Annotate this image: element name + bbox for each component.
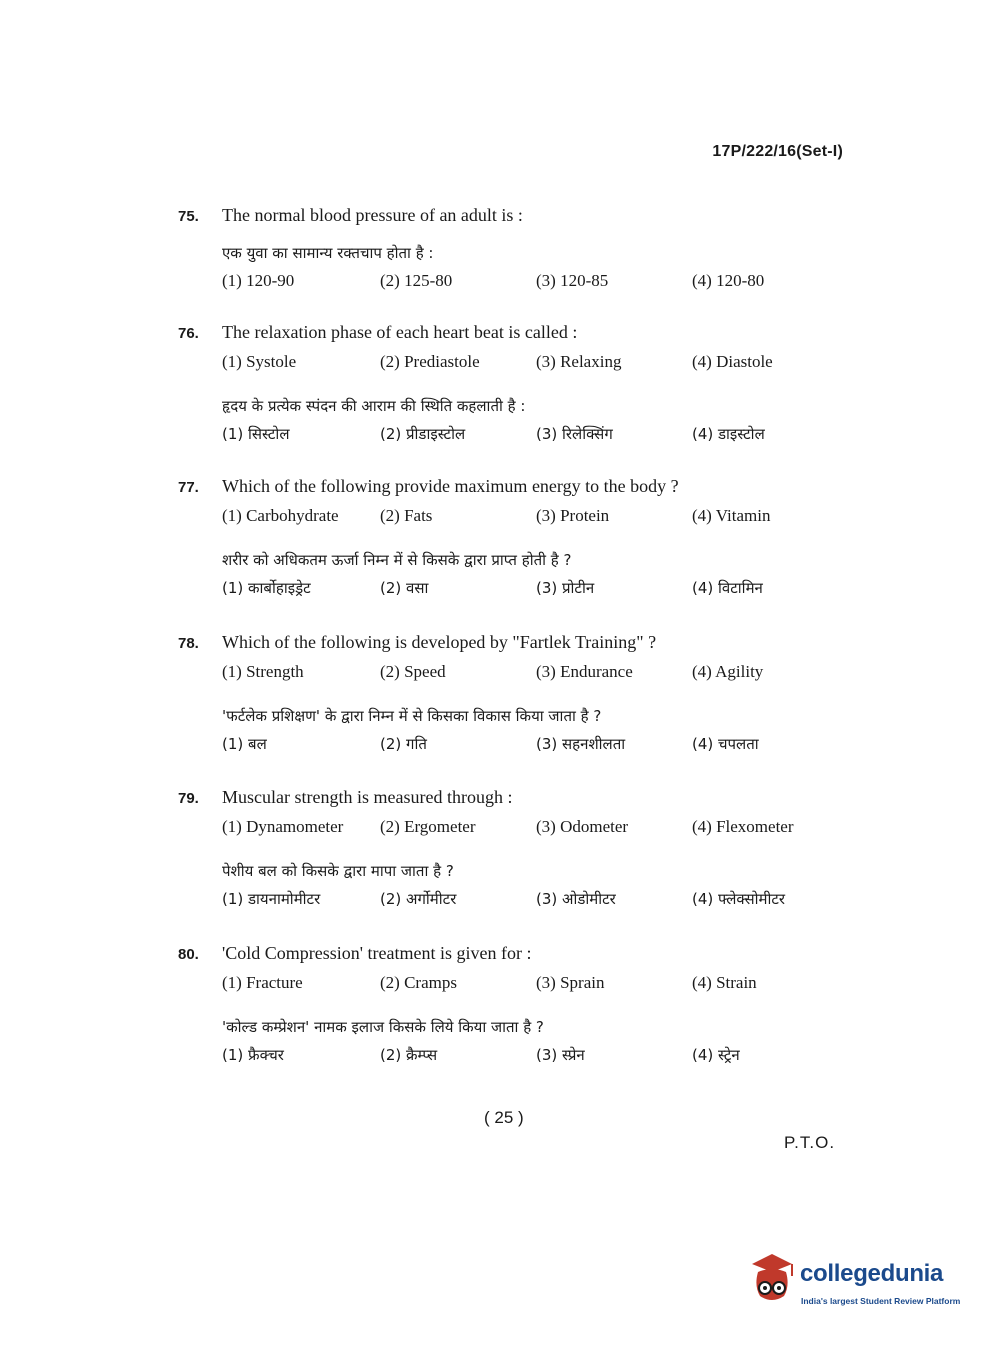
option-2-en: (2) Speed [380, 662, 446, 681]
option-4-hi: (4) स्ट्रेन [692, 1046, 740, 1064]
option-1-hi: (1) बल [222, 735, 267, 753]
option-1-hi: (1) फ्रैक्चर [222, 1046, 284, 1064]
option-3-en: (3) Odometer [536, 817, 629, 836]
option-2-hi: (2) गति [380, 735, 427, 753]
option-1-en: (1) Dynamometer [222, 817, 344, 836]
question-77 [178, 476, 878, 614]
options-row-hi [222, 734, 878, 770]
option-3-en: (3) Sprain [536, 973, 605, 992]
question-text-hi: 'कोल्ड कम्प्रेशन' नामक इलाज किसके लिये किया जाता है ? [222, 1018, 544, 1036]
options-row-hi [222, 889, 878, 925]
option-3-en: (3) Protein [536, 506, 610, 525]
option-4-hi: (4) विटामिन [692, 579, 763, 597]
options-row-en [222, 506, 878, 542]
question-text-en: Muscular strength is measured through : [222, 787, 513, 807]
option-1: (1) 120-90 [222, 271, 295, 290]
question-text-hi: पेशीय बल को किसके द्वारा मापा जाता है ? [222, 862, 454, 880]
question-number: 79. [178, 790, 199, 807]
question-number: 77. [178, 479, 199, 496]
paper-code: 17P/222/16(Set-I) [712, 143, 843, 160]
option-2-en: (2) Cramps [380, 973, 457, 992]
page-number: ( 25 ) [484, 1108, 524, 1127]
question-number: 75. [178, 208, 199, 225]
question-text-en: The normal blood pressure of an adult is : [222, 205, 523, 225]
option-1-en: (1) Fracture [222, 973, 303, 992]
options-row-en [222, 973, 878, 1009]
options-row [222, 271, 878, 307]
question-79 [178, 787, 878, 925]
pto-label: P.T.O. [784, 1133, 836, 1152]
option-1-en: (1) Carbohydrate [222, 506, 339, 525]
option-2-en: (2) Ergometer [380, 817, 476, 836]
options-row-hi [222, 1045, 878, 1081]
option-4-en: (4) Strain [692, 973, 757, 992]
options-row-hi [222, 424, 878, 460]
option-4-en: (4) Vitamin [692, 506, 771, 525]
question-number: 80. [178, 946, 199, 963]
option-3-en: (3) Relaxing [536, 352, 622, 371]
option-1-hi: (1) सिस्टोल [222, 425, 290, 443]
option-2-hi: (2) अर्गोमीटर [380, 890, 457, 908]
option-4-en: (4) Flexometer [692, 817, 794, 836]
question-75 [178, 205, 878, 307]
question-text-en: Which of the following provide maximum energy to the body ? [222, 476, 679, 496]
option-3-hi: (3) सहनशीलता [536, 735, 626, 753]
collegedunia-logo [744, 1248, 974, 1318]
question-text-en: Which of the following is developed by "Fartlek Training" ? [222, 632, 657, 652]
option-1-hi: (1) डायनामोमीटर [222, 890, 321, 908]
brand-name: collegedunia [800, 1260, 944, 1287]
option-2-en: (2) Fats [380, 506, 433, 525]
options-row-en [222, 817, 878, 853]
option-3-hi: (3) रिलेक्सिंग [536, 425, 613, 443]
option-4-en: (4) Agility [692, 662, 764, 681]
question-text-hi: एक युवा का सामान्य रक्तचाप होता है : [222, 244, 434, 262]
option-3-hi: (3) प्रोटीन [536, 579, 595, 597]
option-2-hi: (2) क्रैम्प्स [380, 1046, 438, 1064]
option-4-hi: (4) डाइस्टोल [692, 425, 765, 443]
question-text-hi: हृदय के प्रत्येक स्पंदन की आराम की स्थिति कहलाती है : [222, 397, 526, 415]
option-2-en: (2) Prediastole [380, 352, 480, 371]
options-row-hi [222, 578, 878, 614]
option-2-hi: (2) वसा [380, 579, 429, 597]
option-3: (3) 120-85 [536, 271, 609, 290]
question-80 [178, 943, 878, 1081]
option-4: (4) 120-80 [692, 271, 765, 290]
brand-tagline: India's largest Student Review Platform [801, 1296, 961, 1306]
option-4-en: (4) Diastole [692, 352, 773, 371]
option-3-en: (3) Endurance [536, 662, 633, 681]
option-4-hi: (4) फ्लेक्सोमीटर [692, 890, 786, 908]
option-4-hi: (4) चपलता [692, 735, 759, 753]
option-1-hi: (1) कार्बोहाइड्रेट [222, 579, 311, 597]
option-3-hi: (3) ओडोमीटर [536, 890, 616, 908]
options-row-en [222, 352, 878, 388]
option-3-hi: (3) स्प्रेन [536, 1046, 585, 1064]
option-1-en: (1) Systole [222, 352, 297, 371]
options-row-en [222, 662, 878, 698]
question-number: 76. [178, 325, 199, 342]
option-1-en: (1) Strength [222, 662, 304, 681]
question-text-hi: 'फर्टलेक प्रशिक्षण' के द्वारा निम्न में से किसका विकास किया जाता है ? [222, 707, 602, 725]
question-number: 78. [178, 635, 199, 652]
question-text-en: The relaxation phase of each heart beat is called : [222, 322, 578, 342]
question-text-en: 'Cold Compression' treatment is given for : [222, 943, 532, 963]
mascot-icon [744, 1248, 800, 1312]
question-76 [178, 322, 878, 460]
option-2-hi: (2) प्रीडाइस्टोल [380, 425, 466, 443]
question-78 [178, 632, 878, 770]
option-2: (2) 125-80 [380, 271, 453, 290]
question-text-hi: शरीर को अधिकतम ऊर्जा निम्न में से किसके द्वारा प्राप्त होती है ? [222, 551, 572, 569]
